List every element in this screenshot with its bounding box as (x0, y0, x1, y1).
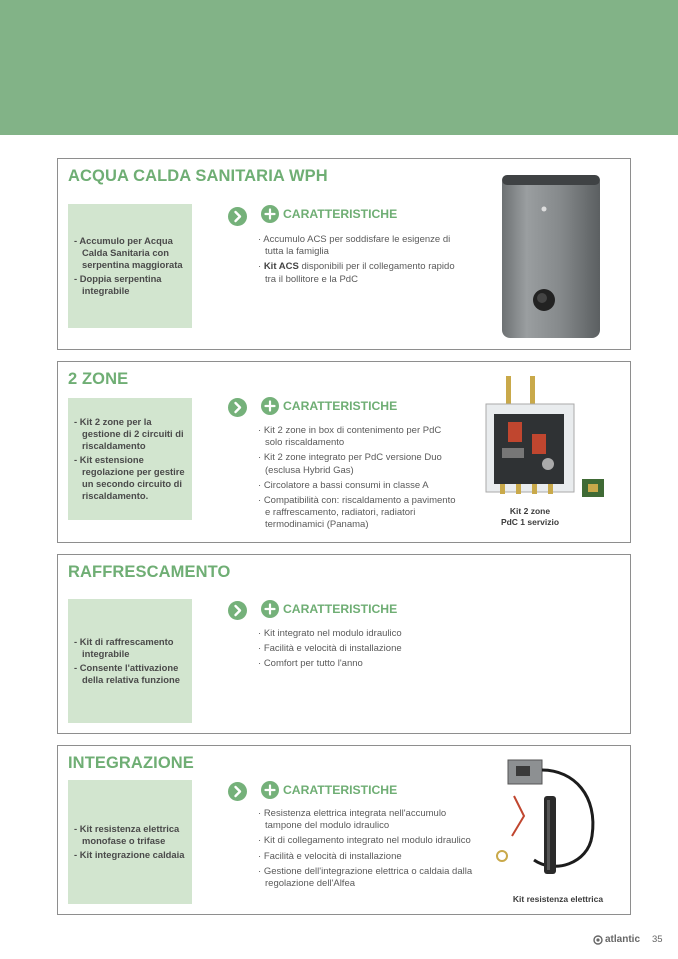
kit-2-zone-image (480, 374, 612, 502)
bullet-item: · Facilità e velocità di installazione (258, 850, 402, 862)
bullet-item: · Compatibilità con: riscaldamento a pavimento e raffrescamento, radiatori, radiatori termodinamici (Panama) (258, 495, 456, 531)
features-box (68, 398, 192, 520)
section-title: ACQUA CALDA SANITARIA WPH (68, 167, 328, 185)
brand-logo (593, 934, 640, 945)
plus-icon (261, 205, 279, 223)
image-caption: Kit 2 zone PdC 1 servizio (500, 506, 560, 527)
feature-item: - Kit di raffrescamento integrabile (74, 636, 174, 659)
feature-item: - Doppia serpentina integrabile (74, 273, 162, 296)
chevron-right-icon (228, 398, 247, 417)
section-title: INTEGRAZIONE (68, 754, 194, 772)
bullet-item: · Gestione dell'integrazione elettrica o caldaia dalla regolazione dell'Alfea (258, 865, 473, 890)
feature-item: - Kit estensione regolazione per gestire un secondo circuito di riscaldamento. (74, 454, 185, 501)
bullet-item: · Kit integrato nel modulo idraulico (258, 628, 402, 639)
feature-item: - Kit resistenza elettrica monofase o trifase (74, 823, 180, 846)
page-number: 35 (652, 934, 663, 945)
boiler-tank-image (496, 167, 606, 341)
feature-item: - Kit 2 zone per la gestione di 2 circuiti di riscaldamento (74, 416, 184, 451)
bullet-item: · Kit 2 zone integrato per PdC versione Duo (esclusa Hybrid Gas) (258, 452, 442, 476)
bullet-item: · Kit 2 zone in box di contenimento per PdC solo riscaldamento (258, 425, 442, 449)
bullet-item: · Accumulo ACS per soddisfare le esigenze di tutta la famiglia (258, 234, 451, 258)
characteristics-list (258, 234, 458, 289)
plus-icon (261, 397, 279, 415)
feature-item: - Consente l'attivazione della relativa funzione (74, 662, 180, 685)
bullet-item: · Circolatore a bassi consumi in classe A (258, 479, 429, 491)
bullet-item: · Resistenza elettrica integrata nell'accumulo tampone del modulo idraulico (258, 808, 447, 832)
feature-item: - Kit integrazione caldaia (74, 849, 185, 860)
section-title: 2 ZONE (68, 370, 129, 388)
chevron-right-icon (228, 207, 247, 226)
characteristics-list (258, 628, 468, 674)
features-box (68, 780, 192, 904)
section-2-zone (57, 361, 631, 543)
brand-name: atlantic (605, 934, 641, 945)
characteristics-label: CARATTERISTICHE (283, 783, 398, 797)
bullet-item: · Comfort per tutto l'anno (258, 658, 363, 670)
bullet-item: · Kit di collegamento integrato nel modulo idraulico (258, 835, 471, 847)
image-caption: Kit resistenza elettrica (512, 894, 604, 904)
chevron-right-icon (228, 601, 247, 620)
plus-icon (261, 600, 279, 618)
section-integrazione (57, 745, 631, 915)
characteristics-label: CARATTERISTICHE (283, 399, 398, 413)
section-acqua-calda (57, 158, 631, 350)
characteristics-label: CARATTERISTICHE (283, 602, 398, 616)
feature-item: - Accumulo per Acqua Calda Sanitaria con serpentina maggiorata (74, 235, 183, 270)
characteristics-list (258, 425, 456, 535)
characteristics-label: CARATTERISTICHE (283, 207, 398, 221)
characteristics-list (258, 808, 473, 893)
chevron-right-icon (228, 782, 247, 801)
plus-icon (261, 781, 279, 799)
heating-element-kit-image (494, 756, 610, 884)
features-box (68, 599, 192, 723)
header-banner (0, 0, 678, 135)
bullet-item: · Kit ACS disponibili per il collegamento rapido tra il bollitore e la PdC (258, 261, 455, 285)
section-title: RAFFRESCAMENTO (68, 563, 231, 581)
bullet-item: · Facilità e velocità di installazione (258, 643, 402, 655)
atlantic-logo-icon (593, 935, 603, 945)
section-raffrescamento (57, 554, 631, 734)
features-box (68, 204, 192, 328)
